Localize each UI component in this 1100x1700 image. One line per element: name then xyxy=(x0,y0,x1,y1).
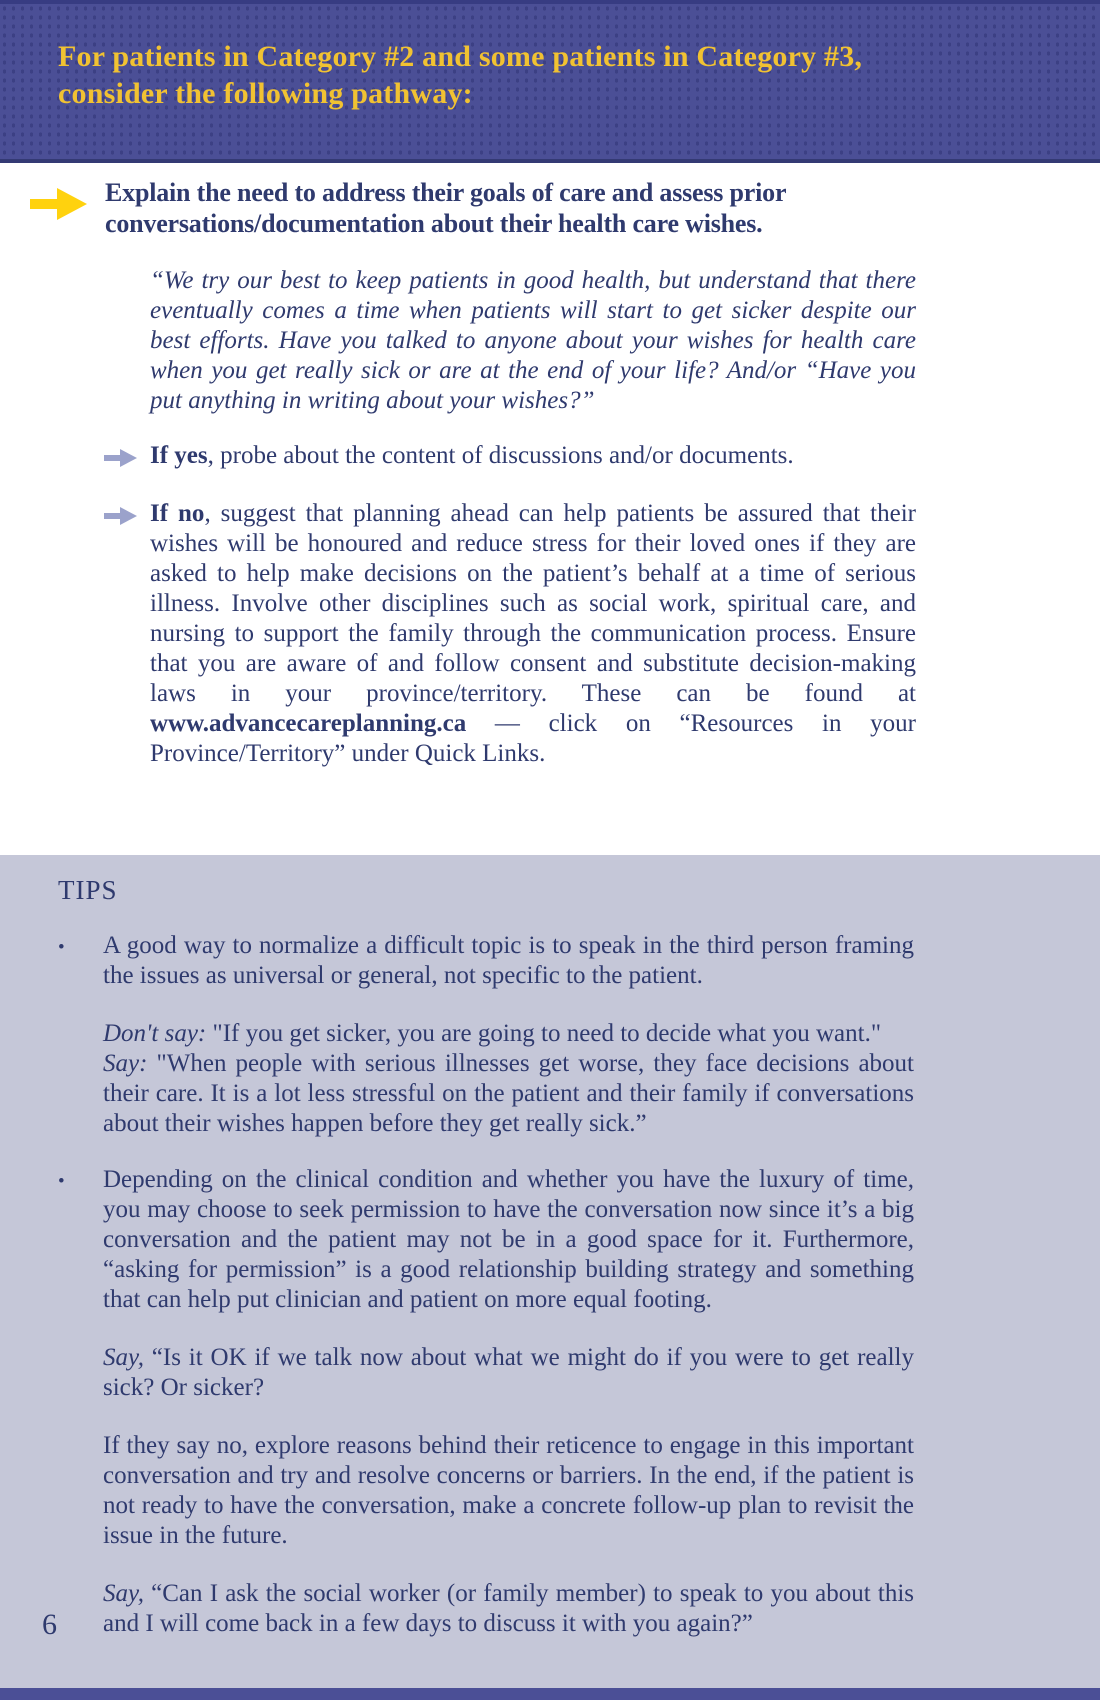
if-yes-text xyxy=(150,441,916,471)
if-yes-body: , probe about the content of discussions and/or documents. xyxy=(207,442,794,469)
if-no-text xyxy=(150,499,916,769)
tip-2-body xyxy=(103,1165,914,1315)
tip-item-2 xyxy=(58,1165,914,1315)
if-yes-arrow-icon xyxy=(104,447,138,474)
tip-1-text: A good way to normalize a difficult topic is to speak in the third person framing the issues as universal or general, not specific to the patient. xyxy=(103,932,914,989)
if-no-label: If no xyxy=(150,500,205,527)
say-label: Say: xyxy=(103,1050,148,1077)
bullet-dot-icon: • xyxy=(58,937,65,958)
pathway-heading: Explain the need to address their goals of care and assess prior conversations/documentation about their health care wishes. xyxy=(105,178,786,238)
page-title: For patients in Category #2 and some patients in Category #3, consider the following pathway: xyxy=(58,40,863,110)
if-no-arrow-icon xyxy=(104,505,138,532)
header-band xyxy=(0,0,1100,163)
say-ok-text: “Is it OK if we talk now about what we might do if you were to get really sick? Or sicker? xyxy=(103,1344,914,1401)
if-no-body-2: — click on “Resources in your Province/Territory” under Quick Links. xyxy=(150,710,916,767)
say-text: "When people with serious illnesses get worse, they face decisions about their care. It is a lot less stressful on the patient and their family if conversations about their wishes happen before they get really sick.” xyxy=(103,1050,914,1137)
if-yes-label: If yes xyxy=(150,442,208,469)
page-number: 6 xyxy=(42,1608,57,1641)
pathway-quote: “We try our best to keep patients in good health, but understand that there eventually comes a time when patients will start to get sicker despite our best efforts. Have you talked to anyone about your wishes for health care when you get really sick or are at the end of your life? And/or “Have you put anything in writing about your wishes?” xyxy=(150,267,916,414)
if-they-say-no-paragraph: If they say no, explore reasons behind their reticence to engage in this important conversation and try and resolve concerns or barriers. In the end, if the patient is not ready to have the conversation, make a concrete follow-up plan to revisit the issue in the future. xyxy=(103,1432,914,1549)
bullet-dot-icon: • xyxy=(58,1171,65,1192)
tip-2-text: Depending on the clinical condition and whether you have the luxury of time, you may choose to seek permission to have the conversation now since it’s a big conversation and the patient may not be in a good space for it. Furthermore, “asking for permission” is a good relationship building strategy and something that can help put clinician and patient on more equal footing. xyxy=(103,1166,914,1313)
if-no-body-1: , suggest that planning ahead can help patients be assured that their wishes will be honoured and reduce stress for their loved ones if they are asked to help make decisions on the patient’s behalf at a time of serious illness. Involve other disciplines such as social work, spiritual care, and nursing to support the family through the communication process. Ensure that you are aware of and follow consent and substitute decision-making laws in your province/territory. These can be found at xyxy=(150,500,916,707)
if-no-row xyxy=(104,499,1100,769)
advance-care-planning-link[interactable]: www.advancecareplanning.ca xyxy=(150,710,467,737)
dont-say-label: Don't say: xyxy=(103,1020,207,1047)
say-ok-paragraph xyxy=(103,1343,914,1403)
tips-heading: TIPS xyxy=(58,875,118,905)
say-social-worker-paragraph xyxy=(103,1579,914,1639)
if-yes-row xyxy=(104,441,1100,474)
say-line xyxy=(103,1049,914,1139)
dont-say-text: "If you get sicker, you are going to need to decide what you want." xyxy=(206,1020,882,1047)
say-social-label: Say, xyxy=(103,1580,144,1607)
tip-1-example xyxy=(103,1019,914,1139)
tip-item-1 xyxy=(58,931,914,991)
footer-band xyxy=(0,1688,1100,1700)
tips-section xyxy=(0,855,1100,1700)
say-ok-label: Say, xyxy=(103,1344,144,1371)
pathway-arrow-icon xyxy=(30,185,88,228)
say-social-text: “Can I ask the social worker (or family member) to speak to you about this and I will come back in a few days to discuss it with you again?” xyxy=(103,1580,914,1637)
pathway-section xyxy=(0,163,1100,855)
tip-1-body xyxy=(103,931,914,991)
pathway-lead xyxy=(0,177,1100,239)
